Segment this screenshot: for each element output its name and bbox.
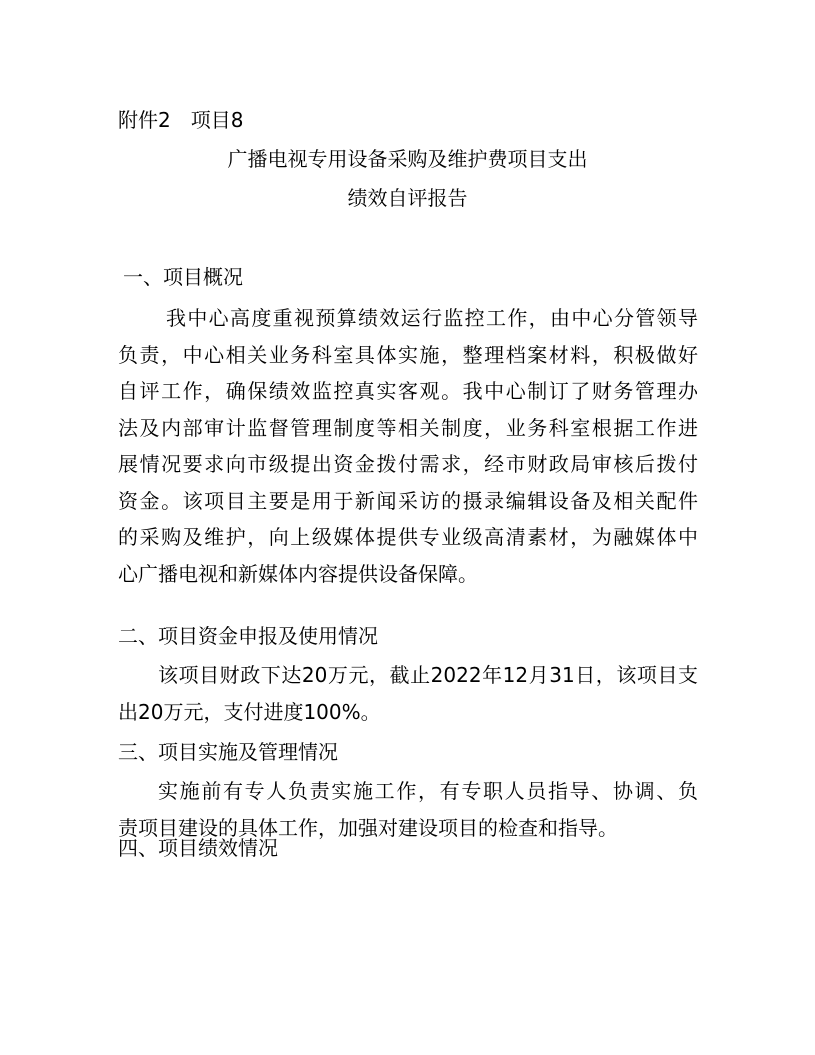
section-heading-implementation: 三、项目实施及管理情况 [118, 740, 338, 764]
paragraph-line: 实施前有专人负责实施工作，有专职人员指导、协调、负 [158, 779, 698, 803]
section-body-funding [118, 657, 698, 730]
section-heading-performance: 四、项目绩效情况 [118, 836, 278, 860]
paragraph-line: 出20万元，支付进度100%。 [118, 699, 381, 724]
paragraph-line: 我中心高度重视预算绩效运行监控工作，由中心分管领导 [166, 306, 698, 330]
report-title-line-1: 广播电视专用设备采购及维护费项目支出 [227, 147, 588, 171]
paragraph-line: 心广播电视和新媒体内容提供设备保障。 [118, 561, 478, 586]
paragraph-line: 的采购及维护，向上级媒体提供专业级高清素材，为融媒体中 [118, 525, 698, 549]
attachment-label: 附件2 项目8 [118, 108, 244, 132]
paragraph-line: 自评工作，确保绩效监控真实客观。我中心制订了财务管理办 [118, 379, 698, 403]
section-body-overview [118, 300, 698, 592]
report-title-line-2: 绩效自评报告 [347, 186, 468, 210]
paragraph-line: 法及内部审计监督管理制度等相关制度，业务科室根据工作进 [118, 415, 698, 440]
section-heading-overview: 一、项目概况 [123, 265, 243, 289]
paragraph-line: 该项目财政下达20万元，截止2022年12月31日，该项目支 [158, 663, 698, 687]
paragraph-line: 展情况要求向市级提出资金拨付需求，经市财政局审核后拨付 [118, 452, 698, 476]
section-heading-funding: 二、项目资金申报及使用情况 [118, 624, 378, 648]
paragraph-line: 责项目建设的具体工作，加强对建设项目的检查和指导。 [118, 815, 618, 840]
paragraph-line: 负责，中心相关业务科室具体实施，整理档案材料，积极做好 [118, 342, 698, 367]
paragraph-line: 资金。该项目主要是用于新闻采访的摄录编辑设备及相关配件 [118, 488, 698, 513]
